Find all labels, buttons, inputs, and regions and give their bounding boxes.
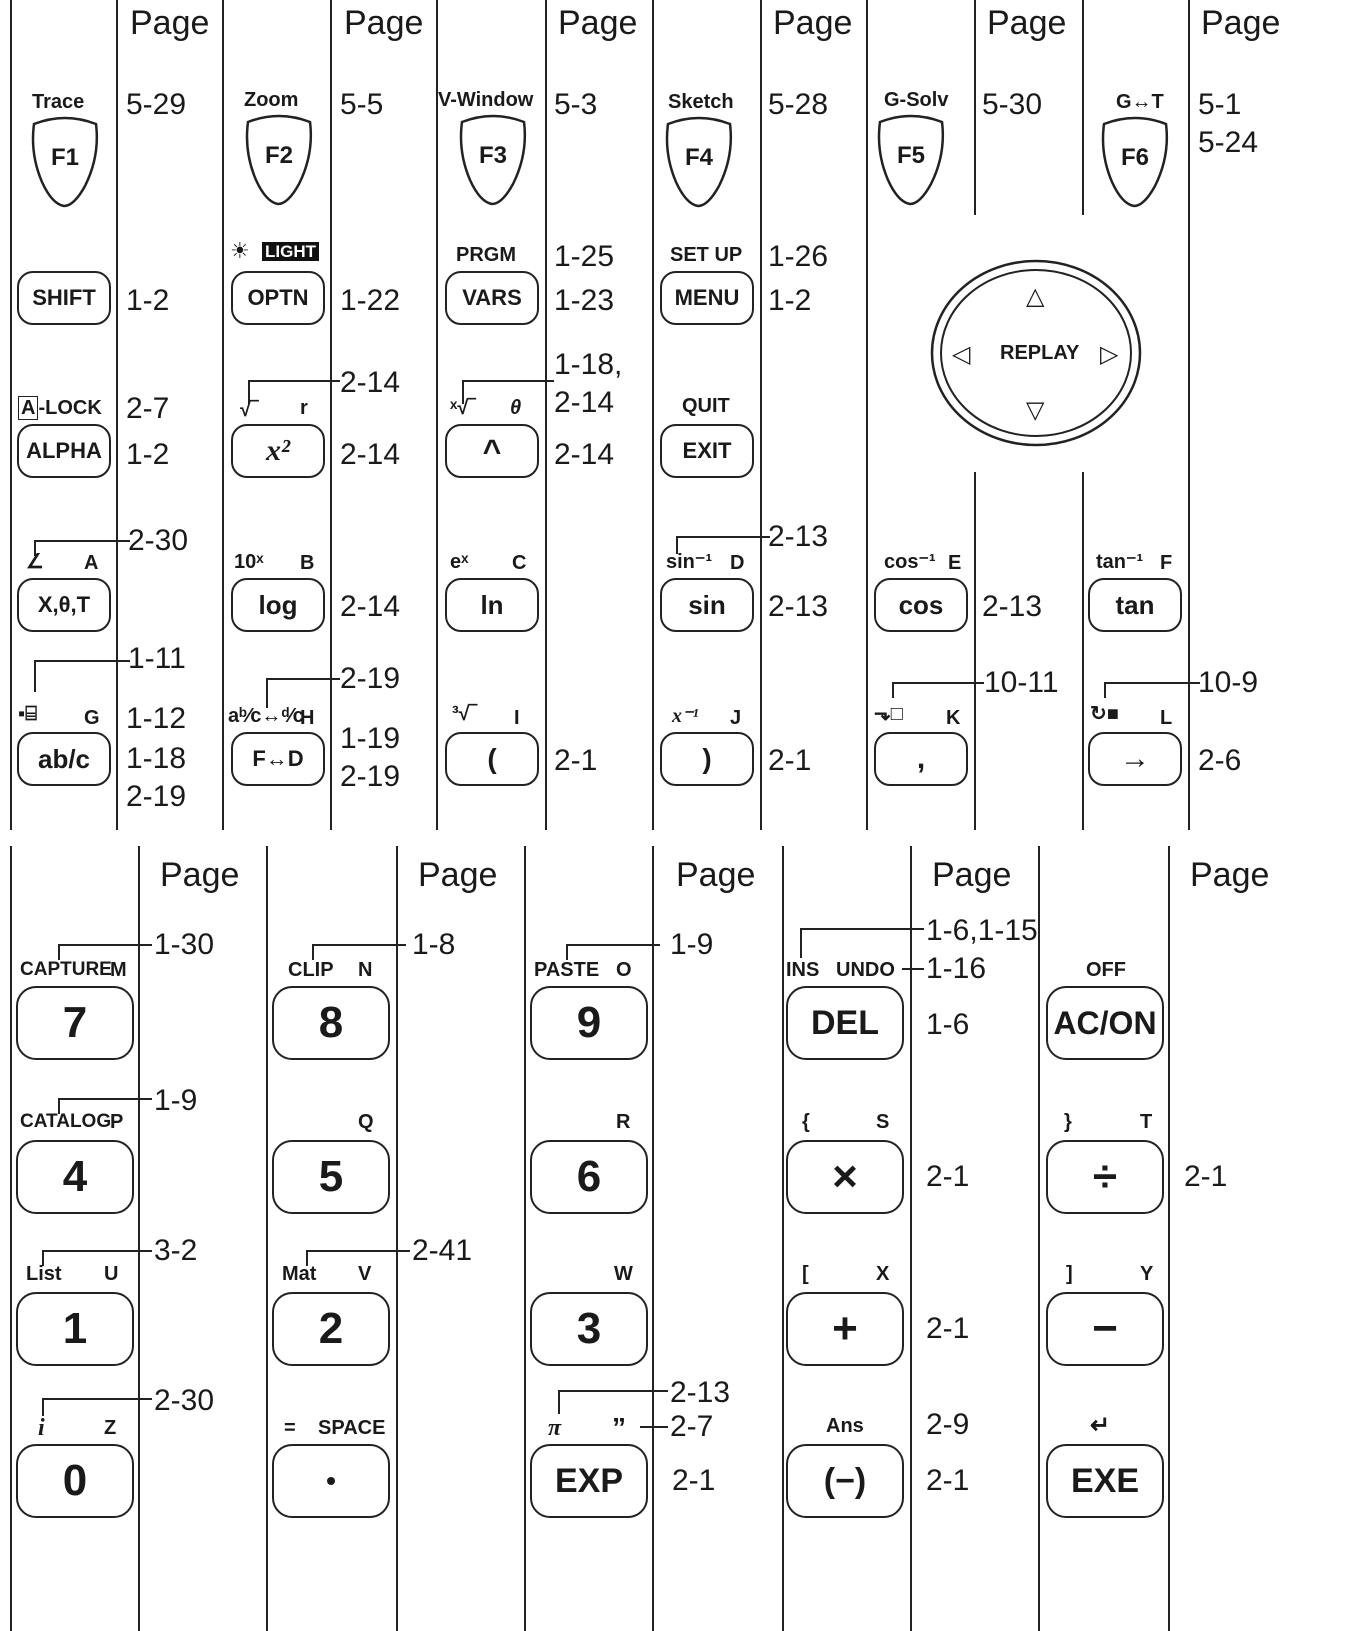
divide-key[interactable]: ÷: [1046, 1140, 1164, 1214]
f2-key[interactable]: F2: [244, 114, 314, 206]
catalog-label: CATALOG: [20, 1111, 112, 1132]
u-label: U: [104, 1263, 119, 1285]
x-squared-key[interactable]: x²: [231, 424, 325, 478]
t-label: T: [1140, 1111, 1153, 1133]
page-ref: 2-30: [128, 524, 189, 557]
leader-line: [42, 1398, 152, 1416]
key-4[interactable]: 4: [16, 1140, 134, 1214]
page-ref: 5-3: [554, 88, 598, 121]
left-brace-label: {: [802, 1111, 810, 1133]
prgm-label: PRGM: [456, 244, 516, 266]
column-divider: [436, 0, 438, 830]
ac-on-key[interactable]: AC/ON: [1046, 986, 1164, 1060]
page-ref: 2-1: [926, 1312, 970, 1345]
column-divider: [866, 0, 868, 830]
f2-function-label: Zoom: [244, 89, 299, 111]
key-3[interactable]: 3: [530, 1292, 648, 1366]
sin-key[interactable]: sin: [660, 578, 754, 632]
capture-label: CAPTURE: [20, 959, 112, 980]
column-divider: [1082, 0, 1084, 215]
decimal-point-key[interactable]: •: [272, 1444, 390, 1518]
plus-key[interactable]: +: [786, 1292, 904, 1366]
column-divider: [1188, 0, 1190, 830]
e-label: E: [948, 552, 962, 574]
page-header: Page: [130, 4, 210, 42]
page-ref: 5-24: [1198, 126, 1259, 159]
arctan-label: tan⁻¹: [1096, 551, 1144, 573]
page-ref: 1-26: [768, 240, 829, 273]
page-header: Page: [1190, 856, 1270, 894]
page-ref: 2-19: [126, 780, 187, 813]
column-divider: [266, 846, 268, 1631]
page-ref: 2-13: [670, 1376, 731, 1409]
undo-label: UNDO: [836, 959, 895, 981]
page-ref: 5-5: [340, 88, 384, 121]
column-divider: [974, 472, 976, 830]
g-label: G: [84, 707, 100, 729]
leader-line: [892, 682, 984, 698]
page-header: Page: [160, 856, 240, 894]
p-label: P: [110, 1111, 124, 1133]
ans-label: Ans: [826, 1415, 864, 1437]
negative-key[interactable]: (−): [786, 1444, 904, 1518]
page-ref: 3-2: [154, 1234, 198, 1267]
v-label: V: [358, 1263, 372, 1285]
page-header: Page: [932, 856, 1012, 894]
left-bracket-label: [: [802, 1263, 809, 1285]
page-ref: 2-1: [554, 744, 598, 777]
xroot-label: ˣ√‾: [450, 397, 475, 419]
leader-line: [1104, 682, 1200, 698]
f3-function-label: V-Window: [438, 89, 534, 111]
log-key[interactable]: log: [231, 578, 325, 632]
exp-key[interactable]: EXP: [530, 1444, 648, 1518]
variable-key[interactable]: X,θ,T: [17, 578, 111, 632]
power-key[interactable]: ^: [445, 424, 539, 478]
alpha-key[interactable]: ALPHA: [17, 424, 111, 478]
page-ref: 2-30: [154, 1384, 215, 1417]
quote-label: ”: [612, 1412, 626, 1443]
k-label: K: [946, 707, 961, 729]
return-icon: ↵: [1090, 1412, 1111, 1439]
mat-label: Mat: [282, 1263, 317, 1285]
page-ref: 1-9: [154, 1084, 198, 1117]
rotate-left-label: ⬎□: [874, 703, 903, 725]
page-ref: 1-6: [926, 1008, 970, 1041]
reciprocal-label: x⁻¹: [672, 705, 699, 727]
s-label: S: [876, 1111, 890, 1133]
page-header: Page: [987, 4, 1067, 42]
column-divider: [910, 846, 912, 1631]
page-header: Page: [344, 4, 424, 42]
ten-power-label: 10ˣ: [234, 551, 264, 573]
leader-line: [566, 944, 660, 960]
key-5[interactable]: 5: [272, 1140, 390, 1214]
page-ref: 2-9: [926, 1408, 970, 1441]
leader-line: [266, 678, 340, 708]
page-ref: 1-6,1-15: [926, 914, 1038, 947]
j-label: J: [730, 707, 742, 729]
key-6[interactable]: 6: [530, 1140, 648, 1214]
exe-key[interactable]: EXE: [1046, 1444, 1164, 1518]
list-label: List: [26, 1263, 62, 1285]
r-label: R: [616, 1111, 631, 1133]
column-divider: [10, 0, 12, 830]
vars-key[interactable]: VARS: [445, 271, 539, 325]
f4-key[interactable]: F4: [664, 116, 734, 208]
key-2[interactable]: 2: [272, 1292, 390, 1366]
key-9[interactable]: 9: [530, 986, 648, 1060]
page-ref: 2-14: [554, 386, 615, 419]
f1-key[interactable]: F1: [30, 116, 100, 208]
page-ref: 2-14: [340, 366, 401, 399]
page-ref: 2-1: [926, 1464, 970, 1497]
store-arrow-key[interactable]: →: [1088, 732, 1182, 786]
alpha-lock-label: A -LOCK: [18, 398, 102, 418]
f5-key[interactable]: F5: [876, 114, 946, 206]
leader-line: [462, 380, 554, 404]
exit-key[interactable]: EXIT: [660, 424, 754, 478]
open-paren-key[interactable]: (: [445, 732, 539, 786]
page-header: Page: [773, 4, 853, 42]
optn-key[interactable]: OPTN: [231, 271, 325, 325]
page-ref: 2-13: [768, 520, 829, 553]
page-ref: 1-18: [126, 742, 187, 775]
q-label: Q: [358, 1111, 374, 1133]
right-brace-label: }: [1064, 1111, 1072, 1133]
paste-label: PASTE: [534, 959, 600, 981]
page-header: Page: [1201, 4, 1281, 42]
arccos-label: cos⁻¹: [884, 551, 936, 573]
angle-label: ∠: [26, 551, 44, 573]
page-ref: 10-9: [1198, 666, 1259, 699]
leader-line: [34, 540, 130, 556]
page-ref: 2-13: [768, 590, 829, 623]
close-paren-key[interactable]: ): [660, 732, 754, 786]
column-divider: [1082, 472, 1084, 830]
leader-line: [800, 928, 924, 958]
m-label: M: [110, 959, 127, 981]
multiply-key[interactable]: ×: [786, 1140, 904, 1214]
column-divider: [760, 0, 762, 830]
l-label: L: [1160, 707, 1173, 729]
column-divider: [524, 846, 526, 1631]
page-ref: 1-22: [340, 284, 401, 317]
f6-key[interactable]: F6: [1100, 116, 1170, 208]
c-label: C: [512, 552, 527, 574]
leader-line: [902, 968, 924, 970]
replay-down-arrow-icon[interactable]: ▽: [1026, 397, 1045, 424]
page-header: Page: [418, 856, 498, 894]
page-ref: 1-25: [554, 240, 615, 273]
leader-line: [34, 660, 130, 692]
minus-key[interactable]: −: [1046, 1292, 1164, 1366]
column-divider: [396, 846, 398, 1631]
space-label: SPACE: [318, 1417, 386, 1439]
page-ref: 1-30: [154, 928, 215, 961]
theta-label: θ: [510, 397, 522, 419]
column-divider: [138, 846, 140, 1631]
shift-key[interactable]: SHIFT: [17, 271, 111, 325]
page-ref: 5-28: [768, 88, 829, 121]
fraction-convert-label: aᵇ⁄c↔ᵈ⁄c: [228, 705, 304, 727]
page-ref: 2-13: [982, 590, 1043, 623]
column-divider: [222, 0, 224, 830]
equals-label: =: [284, 1417, 296, 1439]
fraction-format-label: ▪⌸: [18, 703, 38, 725]
leader-line: [312, 944, 406, 960]
leader-line: [248, 380, 340, 404]
page-ref: 1-2: [126, 438, 170, 471]
setup-label: SET UP: [670, 244, 743, 266]
column-divider: [974, 0, 976, 215]
d-label: D: [730, 552, 745, 574]
light-icon: ☀: [230, 238, 250, 263]
column-divider: [1038, 846, 1040, 1631]
page-ref: 2-6: [1198, 744, 1242, 777]
page-ref: 2-14: [340, 438, 401, 471]
comma-key[interactable]: ,: [874, 732, 968, 786]
replay-label: REPLAY: [1000, 342, 1080, 364]
i-label: I: [514, 707, 520, 729]
b-label: B: [300, 552, 315, 574]
page-ref: 1-2: [768, 284, 812, 317]
sqrt-label: √‾: [240, 399, 258, 421]
page-ref: 5-29: [126, 88, 187, 121]
imaginary-label: i: [38, 1415, 45, 1441]
ins-label: INS: [786, 959, 820, 981]
quit-label: QUIT: [682, 395, 730, 417]
y-label: Y: [1140, 1263, 1154, 1285]
replay-up-arrow-icon[interactable]: △: [1026, 283, 1045, 310]
f3-key[interactable]: F3: [458, 114, 528, 206]
page-ref: 2-14: [340, 590, 401, 623]
page-ref: 2-1: [1184, 1160, 1228, 1193]
menu-key[interactable]: MENU: [660, 271, 754, 325]
page-ref: 2-1: [672, 1464, 716, 1497]
leader-line: [558, 1390, 668, 1414]
page-ref: 1-19: [340, 722, 401, 755]
column-divider: [10, 846, 12, 1631]
rotate-right-label: ↻■: [1090, 703, 1119, 725]
leader-line: [640, 1426, 668, 1428]
column-divider: [116, 0, 118, 830]
cube-root-label: ³√‾: [452, 703, 477, 725]
page-ref: 5-1: [1198, 88, 1242, 121]
pi-label: π: [548, 1415, 562, 1441]
x-label: X: [876, 1263, 890, 1285]
page-ref: 2-1: [926, 1160, 970, 1193]
column-divider: [1168, 846, 1170, 1631]
column-divider: [652, 846, 654, 1631]
page-ref: 2-7: [126, 392, 170, 425]
key-1[interactable]: 1: [16, 1292, 134, 1366]
f6-function-label: G↔T: [1116, 91, 1164, 113]
page-ref: 5-30: [982, 88, 1043, 121]
cos-key[interactable]: cos: [874, 578, 968, 632]
page-ref: 1-8: [412, 928, 456, 961]
replay-right-arrow-icon[interactable]: ▷: [1100, 341, 1119, 368]
page-header: Page: [676, 856, 756, 894]
f1-function-label: Trace: [32, 91, 85, 113]
n-label: N: [358, 959, 373, 981]
fraction-key[interactable]: ab/c: [17, 732, 111, 786]
column-divider: [782, 846, 784, 1631]
tan-key[interactable]: tan: [1088, 578, 1182, 632]
z-label: Z: [104, 1417, 117, 1439]
page-ref: 2-14: [554, 438, 615, 471]
page-ref: 2-1: [768, 744, 812, 777]
e-power-label: eˣ: [450, 551, 469, 573]
clip-label: CLIP: [288, 959, 334, 981]
f5-function-label: G-Solv: [884, 89, 949, 111]
key-0[interactable]: 0: [16, 1444, 134, 1518]
w-label: W: [614, 1263, 633, 1285]
replay-pad[interactable]: [928, 258, 1144, 448]
right-bracket-label: ]: [1066, 1263, 1073, 1285]
a-label: A: [84, 552, 99, 574]
del-key[interactable]: DEL: [786, 986, 904, 1060]
o-label: O: [616, 959, 632, 981]
page-ref: 1-2: [126, 284, 170, 317]
ln-key[interactable]: ln: [445, 578, 539, 632]
light-label: LIGHT: [262, 242, 319, 261]
arcsin-label: sin⁻¹: [666, 551, 713, 573]
page-ref: 1-23: [554, 284, 615, 317]
page-ref: 1-9: [670, 928, 714, 961]
key-7[interactable]: 7: [16, 986, 134, 1060]
page-header: Page: [558, 4, 638, 42]
key-8[interactable]: 8: [272, 986, 390, 1060]
page-ref: 1-18,: [554, 348, 623, 381]
column-divider: [545, 0, 547, 830]
off-label: OFF: [1086, 959, 1126, 981]
page-ref: 2-41: [412, 1234, 473, 1267]
h-label: H: [300, 707, 315, 729]
fd-key[interactable]: F↔D: [231, 732, 325, 786]
replay-left-arrow-icon[interactable]: ◁: [952, 341, 971, 368]
page-ref: 2-19: [340, 662, 401, 695]
column-divider: [652, 0, 654, 830]
page-ref: 10-11: [984, 666, 1059, 699]
leader-line: [58, 944, 152, 960]
page-ref: 1-12: [126, 702, 187, 735]
f4-function-label: Sketch: [668, 91, 734, 113]
page-ref: 2-7: [670, 1410, 714, 1443]
page-ref: 1-16: [926, 952, 987, 985]
r-label: r: [300, 397, 308, 419]
page-ref: 1-11: [128, 642, 186, 675]
f-label: F: [1160, 552, 1173, 574]
page-ref: 2-19: [340, 760, 401, 793]
